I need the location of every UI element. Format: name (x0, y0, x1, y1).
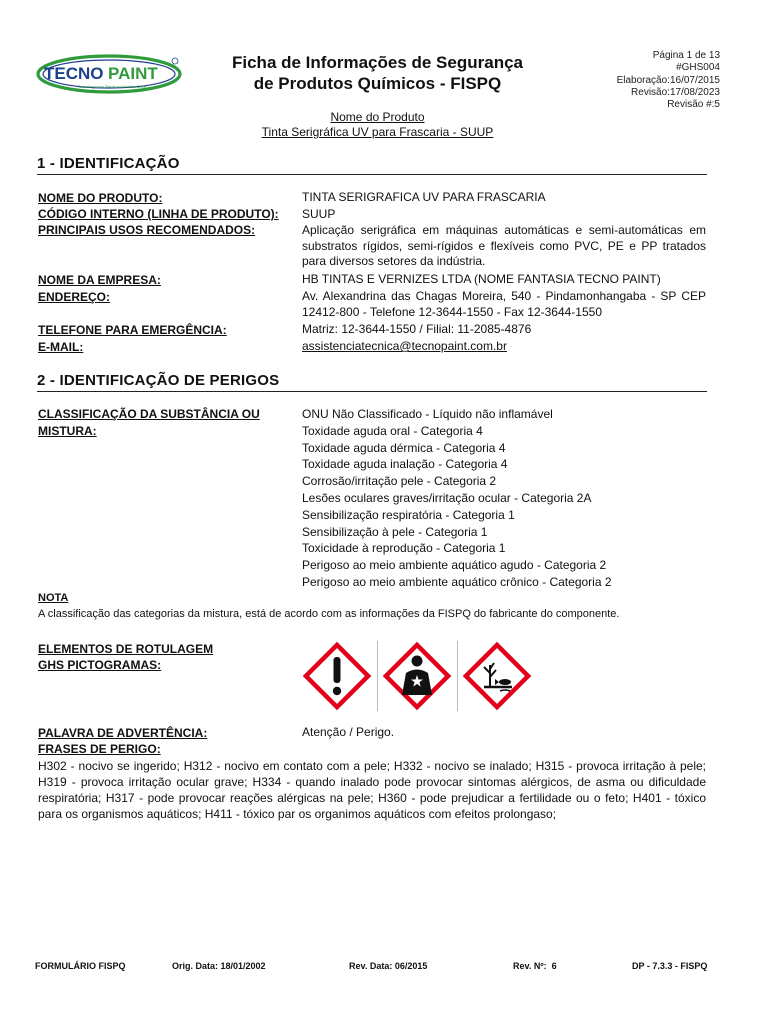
classification-item: ONU Não Classificado - Líquido não inflamável (302, 407, 553, 421)
classification-item: Toxidade aguda oral - Categoria 4 (302, 423, 483, 438)
label-recommended-uses: PRINCIPAIS USOS RECOMENDADOS: (38, 223, 256, 237)
email-link[interactable]: assistenciatecnica@tecnopaint.com.br (302, 339, 507, 353)
product-name: Tinta Serigráfica UV para Frascaria - SUUP (261, 125, 494, 139)
section-2-divider (37, 391, 707, 392)
logo-tagline: Tecnologia em Tintas na Medida Certa (78, 84, 147, 89)
value-product-name: TINTA SERIGRAFICA UV PARA FRASCARIA (302, 190, 546, 204)
label-label-elements: ELEMENTOS DE ROTULAGEM (38, 642, 214, 656)
classification-item: Sensibilização respiratória - Categoria 1 (302, 507, 515, 522)
health-hazard-icon (380, 639, 454, 713)
footer-rev-date: Rev. Data: 06/2015 (349, 961, 428, 971)
meta-elaboration: Elaboração:16/07/2015 (616, 74, 720, 86)
footer-orig-date: Orig. Data: 18/01/2002 (172, 961, 266, 971)
section-1-divider (37, 174, 707, 175)
label-ghs-pictograms: GHS PICTOGRAMAS: (38, 658, 162, 672)
label-internal-code: CÓDIGO INTERNO (LINHA DE PRODUTO): (38, 207, 279, 221)
value-emergency-phone: Matriz: 12-3644-1550 / Filial: 11-2085-4876 (302, 322, 532, 336)
label-classification (38, 407, 283, 439)
footer-code: DP - 7.3.3 - FISPQ (632, 961, 708, 971)
label-address: ENDEREÇO: (38, 290, 111, 304)
classification-item: Toxidade aguda inalação - Categoria 4 (302, 457, 508, 472)
classification-item: Toxidade aguda dérmica - Categoria 4 (302, 440, 506, 455)
note-title: NOTA (38, 592, 69, 604)
title-line-2: de Produtos Químicos - FISPQ (253, 74, 502, 93)
logo-text-tecno: TECNO (44, 64, 104, 83)
hazard-phrases-text: H302 - nocivo se ingerido; H312 - nocivo em contato com a pele; H332 - nocivo se inalado; H315 - provoca irritação à pele; H319 - provoca irritação ocular grave; H334 - quando inalado pode provocar sintomas alérgicos, de asma ou dificuldade respiratória; H317 - pode provocar reações alérgicas na pele; H360 - pode prejudicar a fertilidade ou o feto; H401 - tóxico para os organismos aquáticos; H411 - tóxico par os organimos aquáticos com efeitos prolongaso; (38, 759, 706, 821)
classification-item: Perigoso ao meio ambiente aquático agudo - Categoria 2 (302, 558, 607, 573)
value-company-name: HB TINTAS E VERNIZES LTDA (NOME FANTASIA TECNO PAINT) (302, 272, 661, 286)
exclamation-mark-icon (300, 639, 374, 713)
label-emergency-phone: TELEFONE PARA EMERGÊNCIA: (38, 323, 227, 337)
value-address: Av. Alexandrina das Chagas Moreira, 540 - Pindamonhangaba - SP CEP 12412-800 - Telefone 12-3644-1550 - Fax 12-3644-1550 (302, 289, 706, 319)
label-classification-line-1: CLASSIFICAÇÃO DA SUBSTÂNCIA OU (38, 407, 260, 421)
meta-code: #GHS004 (676, 62, 720, 74)
label-classification-line-2: MISTURA: (38, 424, 97, 438)
title-line-1: Ficha de Informações de Segurança (232, 53, 523, 72)
document-title (200, 52, 555, 94)
classification-item: Perigoso ao meio ambiente aquático crônico - Categoria 2 (302, 574, 612, 589)
meta-page: Página 1 de 13 (652, 50, 720, 61)
label-company-name: NOME DA EMPRESA: (38, 273, 161, 287)
meta-revision-number: Revisão #:5 (667, 99, 720, 111)
note-text: A classificação das categorias da mistura, está de acordo com as informações da FISPQ do fabricante do componente. (38, 608, 620, 620)
value-signal-word: Atenção / Perigo. (302, 725, 395, 739)
label-signal-word: PALAVRA DE ADVERTÊNCIA: (38, 726, 208, 740)
footer-form: FORMULÁRIO FISPQ (35, 961, 126, 971)
ghs-pictograms (300, 639, 540, 711)
label-product-name: NOME DO PRODUTO: (38, 191, 163, 205)
product-label: Nome do Produto (330, 110, 425, 124)
footer-rev-number: Rev. Nº: 6 (513, 961, 557, 971)
value-internal-code: SUUP (302, 207, 336, 221)
classification-item: Toxicidade à reprodução - Categoria 1 (302, 541, 506, 556)
classification-item: Lesões oculares graves/irritação ocular - Categoria 2A (302, 490, 592, 505)
section-2-title: 2 - IDENTIFICAÇÃO DE PERIGOS (37, 372, 280, 389)
classification-item: Corrosão/irritação pele - Categoria 2 (302, 474, 497, 489)
meta-revision-date: Revisão:17/08/2023 (631, 86, 720, 98)
tecnopaint-logo (36, 52, 186, 96)
label-hazard-phrases: FRASES DE PERIGO: (38, 742, 161, 756)
pictogram-separator (377, 641, 378, 711)
pictogram-separator (457, 641, 458, 711)
label-email: E-MAIL: (38, 340, 84, 354)
logo-text-paint: PAINT (108, 64, 158, 83)
document-meta (617, 50, 720, 111)
environment-icon (460, 639, 534, 713)
section-1-title: 1 - IDENTIFICAÇÃO (37, 155, 180, 172)
classification-list (302, 406, 706, 591)
classification-item: Sensibilização à pele - Categoria 1 (302, 524, 488, 539)
value-recommended-uses: Aplicação serigráfica em máquinas automáticas e semi-automáticas em substratos rígidos, semi-rígidos e flexíveis como PVC, PE e PP tratados para diversos setores da indústria. (302, 223, 706, 268)
